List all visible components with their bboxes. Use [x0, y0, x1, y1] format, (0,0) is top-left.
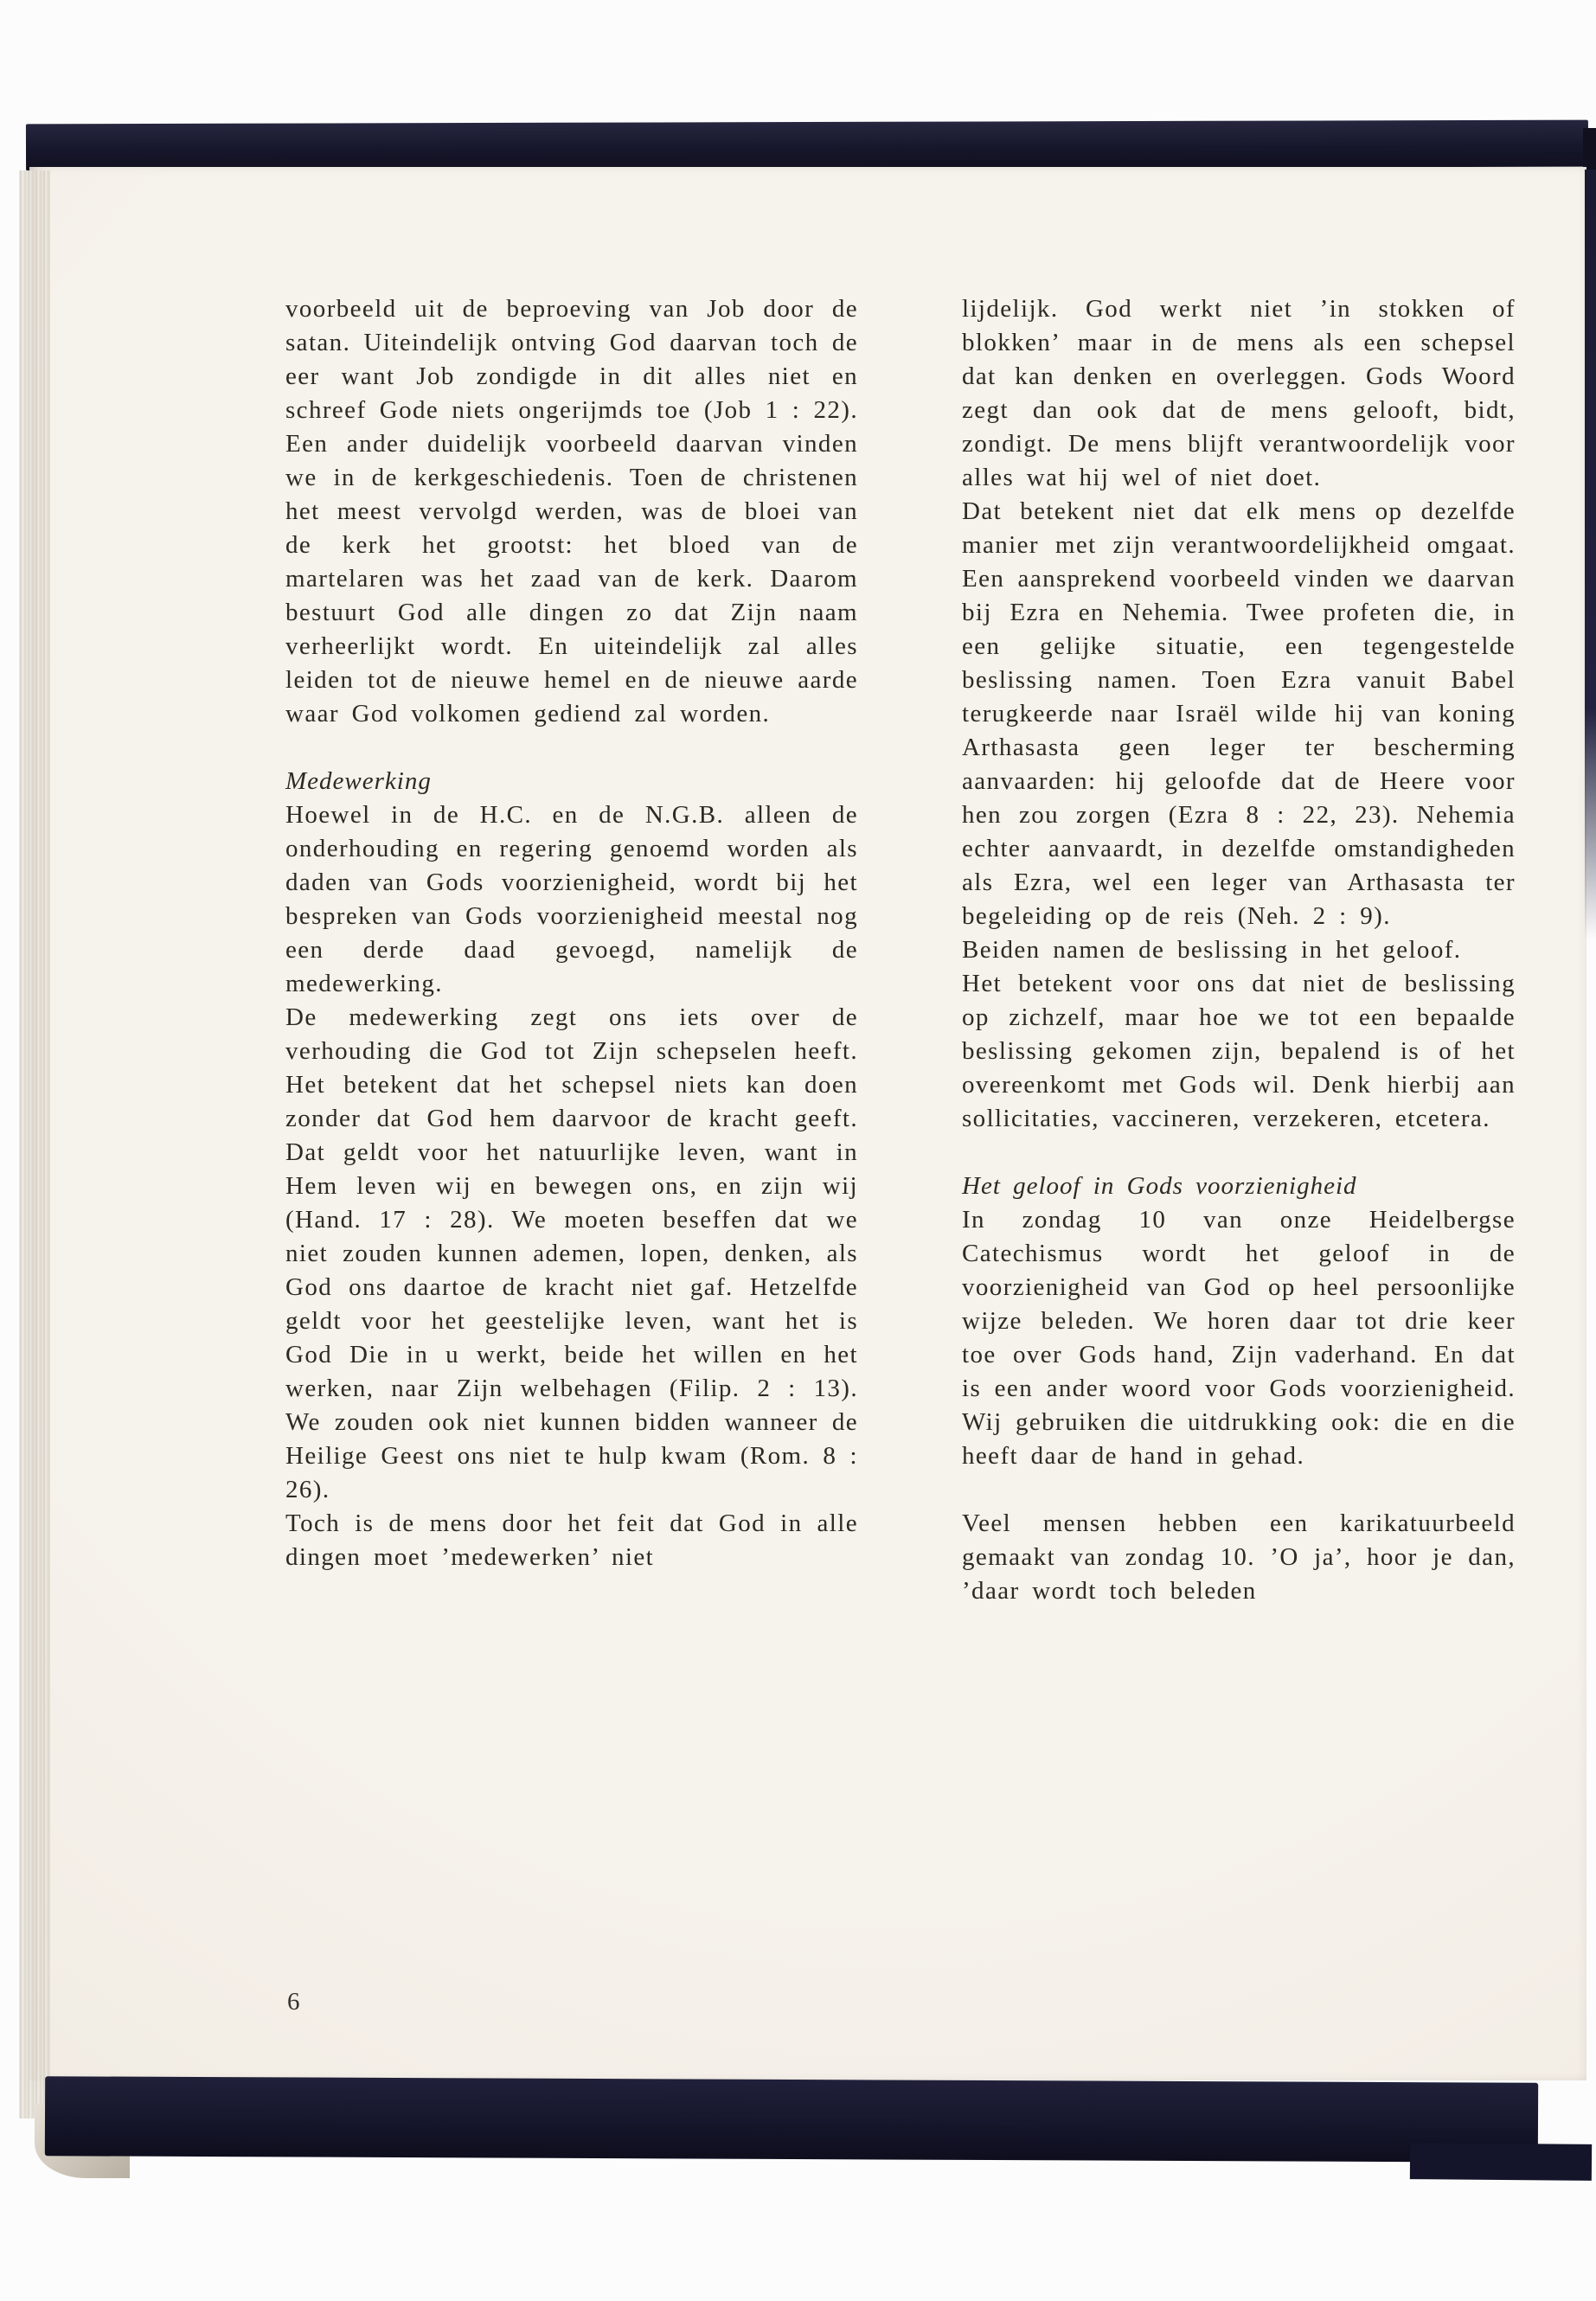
page-number: 6 — [287, 1988, 301, 2016]
text-column-right — [962, 292, 1516, 1608]
section-heading: Medewerking — [285, 767, 432, 795]
paragraph: Beiden namen de beslissing in het geloof. — [962, 936, 1462, 964]
paragraph: De medewerking zegt ons iets over de verhouding die God tot Zijn schepselen heeft. Het betekent dat het schepsel niets kan doen zonder dat God hem daarvoor de kracht geeft. Dat geldt voor het natuurlijke leven, want in Hem leven wij en bewegen ons, en zijn wij (Hand. 17 : 28). We moeten beseffen dat we niet zouden kunnen ademen, lopen, denken, als God ons daartoe de kracht niet gaf. Hetzelfde geldt voor het geestelijke leven, want het is God Die in u werkt, beide het willen en het werken, naar Zijn welbehagen (Filip. 2 : 13). We zouden ook niet kunnen bidden wanneer de Heilige Geest ons niet te hulp kwam (Rom. 8 : 26). — [285, 1003, 858, 1503]
paragraph: Toch is de mens door het feit dat God in alle dingen moet ’medewerken’ niet — [285, 1509, 858, 1571]
page-stack-left-edge — [19, 170, 50, 2118]
paragraph: voorbeeld uit de beproeving van Job door de satan. Uiteindelijk ontving God daarvan toch de eer want Job zondigde in dit alles niet en schreef Gode niets ongerijmds toe (Job 1 : 22). Een ander duidelijk voorbeeld daarvan vinden we in de kerkgeschiedenis. Toen de christenen het meest vervolgd werden, was de bloei van de kerk het grootst: het bloed van de martelaren was het zaad van de kerk. Daarom bestuurt God alle dingen zo dat Zijn naam verheerlijkt wordt. En uiteindelijk zal alles leiden tot de nieuwe hemel en de nieuwe aarde waar God volkomen gediend zal worden. — [285, 295, 858, 727]
paragraph: lijdelijk. God werkt niet ’in stokken of blokken’ maar in de mens als een schepsel dat kan denken en overleggen. Gods Woord zegt dan ook dat de mens gelooft, bidt, zondigt. De mens blijft verantwoordelijk voor alles wat hij wel of niet doet. — [962, 295, 1516, 491]
paragraph: Dat betekent niet dat elk mens op dezelfde manier met zijn verantwoordelijkheid omgaat. Een aansprekend voorbeeld vinden we daarvan bij Ezra en Nehemia. Twee profeten die, in een gelijke situatie, een tegengestelde beslissing namen. Toen Ezra vanuit Babel terugkeerde naar Israël wilde hij van koning Arthasasta geen leger ter bescherming aanvaarden: hij geloofde dat de Heere voor hen zou zorgen (Ezra 8 : 22, 23). Nehemia echter aanvaardt, in dezelfde omstandigheden als Ezra, wel een leger van Arthasasta ter begeleiding op de reis (Neh. 2 : 9). — [962, 497, 1516, 930]
book-cover-right-edge — [1585, 170, 1596, 939]
book-cover-bottom-right-edge — [1410, 2143, 1592, 2181]
paragraph: Hoewel in de H.C. en de N.G.B. alleen de onderhouding en regering genoemd worden als daden van Gods voorzienigheid, wordt bij het bespreken van Gods voorzienigheid meestal nog een derde daad gevoegd, namelijk de medewerking. — [285, 801, 858, 997]
text-column-left — [285, 292, 858, 1574]
section-heading: Het geloof in Gods voorzienigheid — [962, 1172, 1357, 1200]
paragraph: Het betekent voor ons dat niet de beslissing op zichzelf, maar hoe we tot een bepaalde beslissing gekomen zijn, bepalend is of het overeenkomt met Gods wil. Denk hierbij aan sollicitaties, vaccineren, verzekeren, etcetera. — [962, 970, 1516, 1132]
book-cover-bottom-edge — [45, 2076, 1538, 2163]
paragraph: In zondag 10 van onze Heidelbergse Catechismus wordt het geloof in de voorzienigheid van God op heel persoonlijke wijze beleden. We horen daar tot drie keer toe over Gods hand, Zijn vaderhand. En dat is een ander woord voor Gods voorzienigheid. Wij gebruiken die uitdrukking ook: die en die heeft daar de hand in gehad. — [962, 1206, 1516, 1470]
book-cover-top-edge — [26, 120, 1588, 171]
paragraph: Veel mensen hebben een karikatuurbeeld gemaakt van zondag 10. ’O ja’, hoor je dan, ’daar wordt toch beleden — [962, 1509, 1516, 1605]
